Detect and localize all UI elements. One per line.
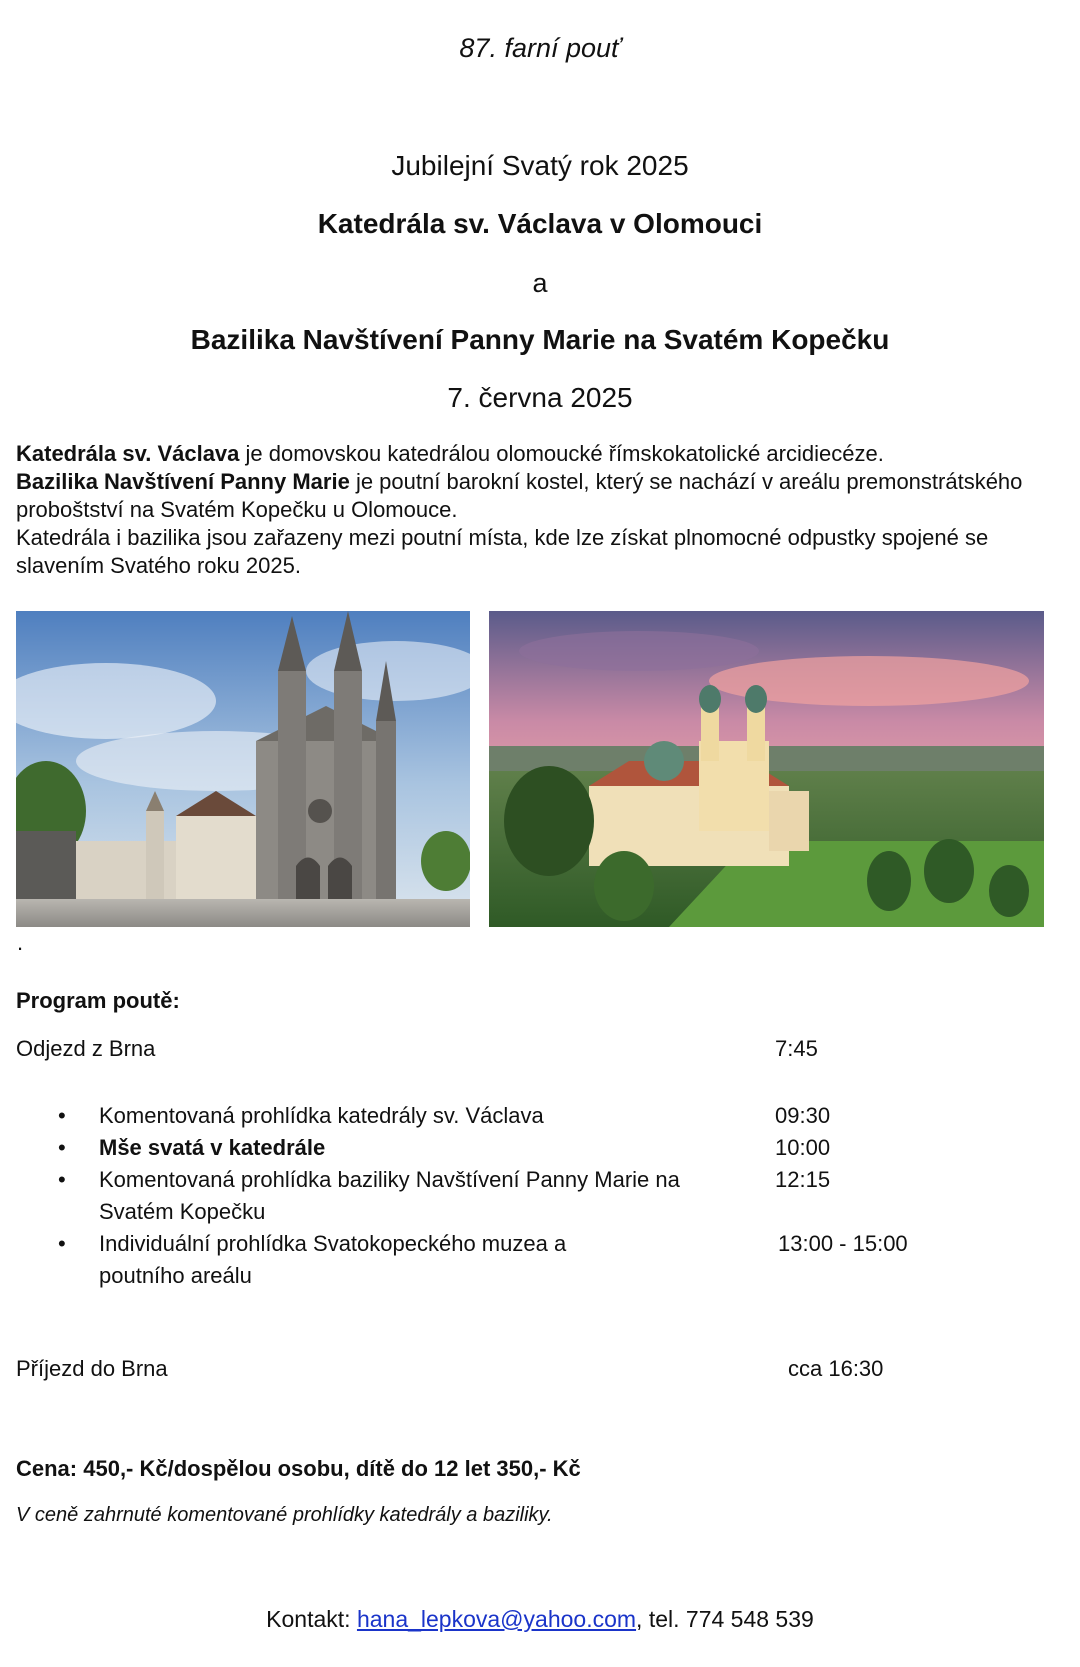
- program-item: [0, 1164, 1080, 1228]
- pilgrimage-subtitle: 87. farní pouť: [459, 33, 621, 63]
- program-item: [0, 1228, 1080, 1292]
- contact-phone: , tel. 774 548 539: [636, 1606, 814, 1632]
- program-item-time: 10:00: [775, 1135, 831, 1160]
- program-item: [0, 1100, 1080, 1132]
- basilica-illustration: [489, 611, 1044, 927]
- departure-label: Odjezd z Brna: [16, 1036, 156, 1061]
- contact-line: [0, 1606, 1080, 1633]
- program-item-text: Komentovaná prohlídka baziliky Navštívení Panny Marie na Svatém Kopečku: [99, 1167, 680, 1224]
- contact-email-link[interactable]: hana_lepkova@yahoo.com: [356, 1606, 637, 1632]
- intro-text: [16, 440, 1056, 580]
- intro-cathedral: [16, 440, 1056, 468]
- bullet-icon: •: [58, 1231, 66, 1256]
- arrival-time: cca 16:30: [788, 1356, 884, 1381]
- program-item-text: Komentovaná prohlídka katedrály sv. Václava: [99, 1103, 544, 1128]
- program-item-text: Individuální prohlídka Svatokopeckého muzea a poutního areálu: [99, 1231, 567, 1288]
- bullet-icon: •: [58, 1167, 66, 1192]
- price-line: Cena: 450,- Kč/dospělou osobu, dítě do 12 let 350,- Kč: [16, 1456, 581, 1481]
- program-item-text: Mše svatá v katedrále: [99, 1135, 326, 1160]
- program-item-time: 12:15: [775, 1167, 831, 1192]
- basilica-photo: [489, 611, 1044, 927]
- intro-basilica-name: Bazilika Navštívení Panny Marie: [16, 469, 350, 494]
- stray-dot: .: [17, 930, 24, 955]
- intro-cathedral-name: Katedrála sv. Václava: [16, 441, 240, 466]
- bullet-icon: •: [58, 1103, 66, 1128]
- basilica-title: Bazilika Navštívení Panny Marie na Svatém Kopečku: [190, 324, 890, 355]
- pilgrimage-date: 7. června 2025: [447, 382, 633, 413]
- program-item: [0, 1132, 1080, 1164]
- program-item-time: 13:00 - 15:00: [778, 1231, 908, 1256]
- price-note: V ceně zahrnuté komentované prohlídky katedrály a baziliky.: [16, 1504, 553, 1526]
- title-conjunction: a: [532, 268, 548, 298]
- arrival-label: Příjezd do Brna: [16, 1356, 168, 1381]
- intro-basilica-desc: je poutní barokní kostel, který se nachází v areálu premonstrátského proboštství na Svatém Kopečku u Olomouce.: [16, 469, 1023, 522]
- intro-cathedral-desc: je domovskou katedrálou olomoucké římskokatolické arcidiecéze.: [239, 441, 884, 466]
- program-list: [0, 1100, 1080, 1292]
- cathedral-title: Katedrála sv. Václava v Olomouci: [317, 208, 763, 239]
- departure-time: 7:45: [775, 1036, 818, 1061]
- intro-indulgence: Katedrála i bazilika jsou zařazeny mezi poutní místa, kde lze získat plnomocné odpustky spojené se slavením Svatého roku 2025.: [16, 525, 989, 578]
- intro-basilica: [16, 468, 1056, 524]
- program-item-time: 09:30: [775, 1103, 831, 1128]
- jubilee-year: Jubilejní Svatý rok 2025: [391, 150, 689, 181]
- contact-prefix: Kontakt:: [266, 1606, 357, 1632]
- cathedral-illustration: [16, 611, 470, 927]
- bullet-icon: •: [58, 1135, 66, 1160]
- program-heading: Program poutě:: [16, 988, 180, 1013]
- cathedral-photo: [16, 611, 470, 927]
